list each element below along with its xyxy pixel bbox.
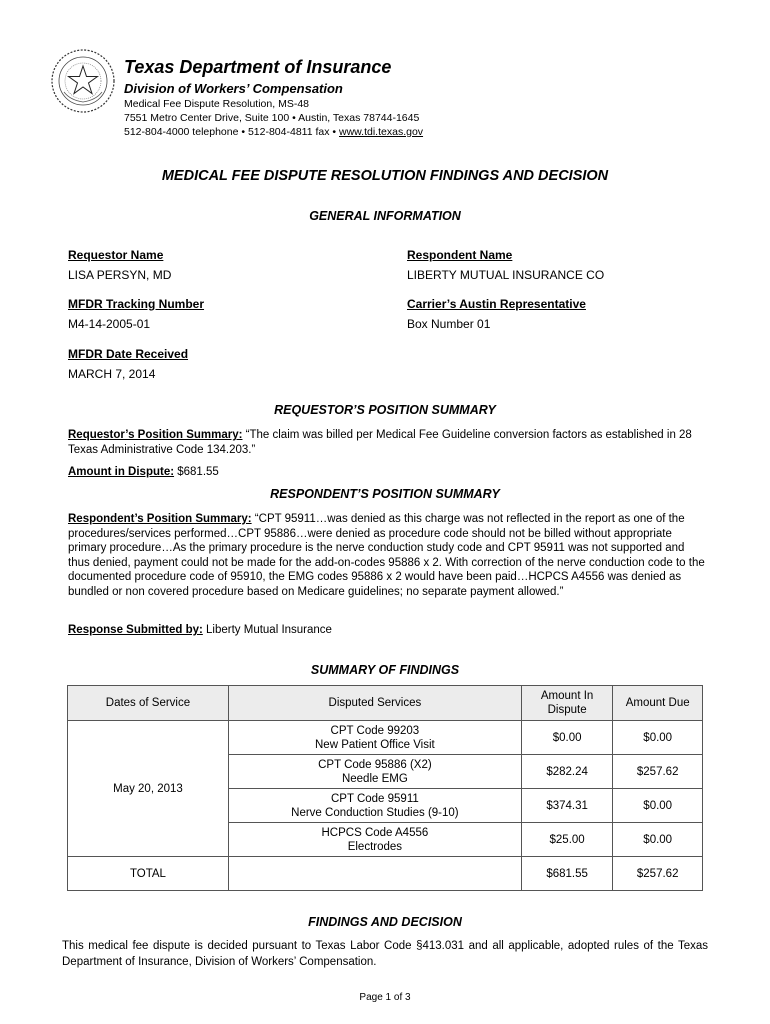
- total-empty-cell: [228, 857, 521, 891]
- total-row: [68, 857, 703, 891]
- tracking-number-label: MFDR Tracking Number: [68, 297, 205, 311]
- page-number: Page 1 of 3: [359, 992, 411, 1003]
- amount-due-cell: $0.00: [613, 823, 703, 857]
- requestor-position-heading: REQUESTOR’S POSITION SUMMARY: [274, 403, 496, 417]
- requestor-position-summary: [68, 428, 708, 457]
- amount-in-dispute-label: Amount in Dispute:: [68, 466, 175, 478]
- office-address: 7551 Metro Center Drive, Suite 100 • Austin, Texas 78744-1645: [124, 112, 420, 124]
- respondent-name-field: [407, 246, 604, 284]
- column-header-dates: Dates of Service: [68, 686, 229, 721]
- requestor-name-label: Requestor Name: [68, 248, 164, 262]
- response-submitted-label: Response Submitted by:: [68, 624, 203, 636]
- carrier-representative-label: Carrier’s Austin Representative: [407, 297, 586, 311]
- service-code: CPT Code 95886 (X2): [318, 758, 432, 771]
- respondent-summary-text: “CPT 95911…was denied as this charge was not reflected in the report as one of the procedures/services performed…CPT 95886…were denied as procedure code should not be billed without appropriate primary procedure…As the primary procedure is the nerve conduction study code and CPT 95911 was not supported and thus denied, payment could not be made for the add-on-codes 95886 x 2. With correction of the nerve conduction code to the documented procedure code of 95910, the EMG codes 95886 x 2 would have been paid…HCPCS A4556 was denied as bundled or non covered procedure based on Medicare guidelines; no separate payment allowed.”: [68, 513, 705, 598]
- contact-line: [124, 125, 423, 139]
- service-code: HCPCS Code A4556: [321, 826, 429, 839]
- table-row: [68, 721, 703, 755]
- service-code: CPT Code 95911: [330, 792, 419, 805]
- amount-in-dispute-cell: $374.31: [521, 789, 613, 823]
- service-cell: [228, 721, 521, 755]
- respondent-summary-label: Respondent’s Position Summary:: [68, 513, 252, 525]
- respondent-name-value: LIBERTY MUTUAL INSURANCE CO: [407, 268, 605, 282]
- findings-table: [67, 685, 703, 891]
- service-cell: [228, 823, 521, 857]
- service-description: New Patient Office Visit: [315, 738, 435, 751]
- service-cell: [228, 755, 521, 789]
- division-name: Division of Workers’ Compensation: [124, 81, 343, 96]
- amount-in-dispute-cell: $0.00: [521, 721, 613, 755]
- tracking-number-value: M4-14-2005-01: [68, 317, 151, 331]
- requestor-name-value: LISA PERSYN, MD: [68, 268, 172, 282]
- date-received-label: MFDR Date Received: [68, 347, 189, 361]
- document-title: MEDICAL FEE DISPUTE RESOLUTION FINDINGS AND DECISION: [161, 168, 609, 184]
- response-submitted-value: Liberty Mutual Insurance: [202, 624, 332, 636]
- decision-text: This medical fee dispute is decided pursuant to Texas Labor Code §413.031 and all applicable, adopted rules of the Texas Department of Insurance, Division of Workers’ Compensation.: [62, 940, 708, 968]
- amount-in-dispute-cell: $25.00: [521, 823, 613, 857]
- service-description: Electrodes: [347, 840, 403, 853]
- respondent-name-label: Respondent Name: [407, 248, 513, 262]
- carrier-representative-value: Box Number 01: [407, 317, 491, 331]
- service-description: Nerve Conduction Studies (9-10): [291, 806, 459, 819]
- total-amount-in-dispute-cell: $681.55: [521, 857, 613, 891]
- respondent-position-summary: [68, 512, 708, 599]
- table-header-row: [68, 686, 703, 721]
- requestor-summary-text: “The claim was billed per Medical Fee Guideline conversion factors as established in 28 Texas Administrative Code 134.203.”: [68, 429, 692, 456]
- amount-in-dispute-cell: $282.24: [521, 755, 613, 789]
- website-link[interactable]: www.tdi.texas.gov: [339, 126, 424, 138]
- general-information-heading: GENERAL INFORMATION: [309, 209, 461, 223]
- column-header-amount-in-dispute: Amount In Dispute: [521, 686, 613, 721]
- response-submitted-by: [68, 623, 708, 638]
- total-amount-due-cell: $257.62: [613, 857, 703, 891]
- requestor-summary-label: Requestor’s Position Summary:: [68, 429, 243, 441]
- requestor-name-field: [68, 246, 171, 284]
- contact-numbers: 512-804-4000 telephone • 512-804-4811 fax •: [124, 126, 339, 138]
- amount-in-dispute-value: $681.55: [174, 466, 219, 478]
- column-header-services: Disputed Services: [228, 686, 521, 721]
- office-name: Medical Fee Dispute Resolution, MS-48: [124, 98, 310, 110]
- amount-due-cell: $0.00: [613, 721, 703, 755]
- service-cell: [228, 789, 521, 823]
- respondent-position-heading: RESPONDENT’S POSITION SUMMARY: [270, 487, 500, 501]
- service-description: Needle EMG: [341, 772, 408, 785]
- column-header-amount-due: Amount Due: [613, 686, 703, 721]
- texas-seal-logo: [50, 48, 116, 114]
- date-received-value: MARCH 7, 2014: [68, 367, 156, 381]
- amount-in-dispute: [68, 465, 708, 480]
- date-of-service-cell: May 20, 2013: [68, 721, 229, 857]
- summary-of-findings-heading: SUMMARY OF FINDINGS: [310, 663, 460, 677]
- total-label-cell: TOTAL: [68, 857, 229, 891]
- amount-due-cell: $257.62: [613, 755, 703, 789]
- letterhead: [124, 56, 423, 139]
- amount-due-cell: $0.00: [613, 789, 703, 823]
- date-received-field: [68, 345, 188, 383]
- agency-name: Texas Department of Insurance: [124, 57, 392, 77]
- tracking-number-field: [68, 295, 204, 333]
- carrier-representative-field: [407, 295, 586, 333]
- service-code: CPT Code 99203: [330, 724, 420, 737]
- findings-and-decision-heading: FINDINGS AND DECISION: [308, 915, 462, 929]
